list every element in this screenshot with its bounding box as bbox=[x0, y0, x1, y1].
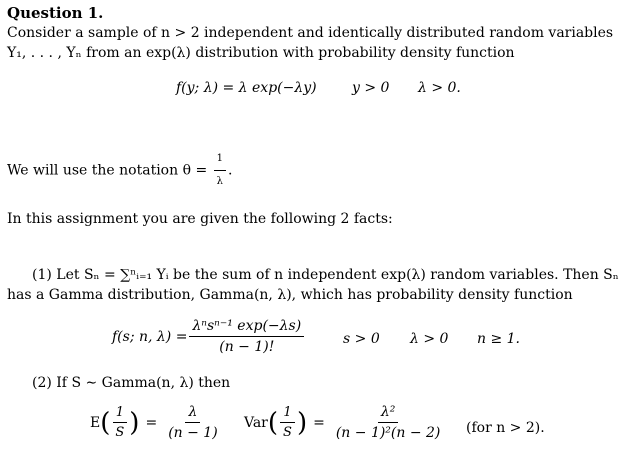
expectation-numerator: λ bbox=[185, 404, 200, 423]
gamma-pdf-denominator: (n − 1)! bbox=[219, 339, 275, 355]
left-paren-icon: ( bbox=[267, 407, 279, 438]
variance-label: Var bbox=[244, 414, 268, 431]
gamma-pdf-formula bbox=[112, 318, 306, 355]
fact-1-line-2: has a Gamma distribution, Gamma(n, λ), which has probability density function bbox=[7, 287, 573, 303]
expectation-inner-denominator: S bbox=[115, 425, 125, 440]
intro-line-1: Consider a sample of n > 2 independent and identically distributed random variables bbox=[7, 25, 614, 41]
condition-note: (for n > 2). bbox=[466, 420, 545, 436]
variance-inner-fraction bbox=[280, 405, 295, 440]
right-paren-icon: ) bbox=[129, 407, 140, 438]
notation-fraction-numerator: 1 bbox=[214, 150, 226, 171]
gamma-pdf-lhs: f(s; n, λ) = bbox=[112, 328, 188, 345]
gamma-condition-s: s > 0 bbox=[343, 331, 380, 347]
gamma-pdf-fraction bbox=[189, 318, 304, 355]
variance-numerator: λ² bbox=[378, 404, 399, 423]
question-heading: Question 1. bbox=[7, 4, 104, 22]
variance-inner-numerator: 1 bbox=[280, 405, 294, 423]
notation-line bbox=[7, 150, 232, 191]
facts-intro: In this assignment you are given the following 2 facts: bbox=[7, 211, 393, 227]
pdf-condition-y: y > 0 bbox=[352, 80, 390, 96]
fact-2-line: (2) If S ∼ Gamma(n, λ) then bbox=[32, 375, 231, 391]
expectation-label: E bbox=[90, 414, 101, 431]
fact-1-line-1: (1) Let Sₙ = ∑ⁿᵢ₌₁ Yᵢ be the sum of n independent exp(λ) random variables. Then Sₙ bbox=[32, 267, 619, 283]
notation-fraction bbox=[214, 150, 226, 191]
variance-equals: = bbox=[313, 414, 325, 431]
notation-fraction-denominator: λ bbox=[216, 176, 224, 187]
expectation-fraction bbox=[165, 404, 220, 441]
expectation-inner-fraction bbox=[112, 405, 127, 440]
variance-denominator: (n − 1)²(n − 2) bbox=[335, 425, 441, 441]
variance-inner-denominator: S bbox=[283, 425, 292, 440]
intro-line-2: Y₁, . . . , Yₙ from an exp(λ) distribution with probability density function bbox=[7, 45, 515, 61]
variance-fraction bbox=[333, 404, 444, 441]
pdf-condition-lambda: λ > 0. bbox=[418, 80, 461, 96]
gamma-pdf-numerator: λⁿsⁿ⁻¹ exp(−λs) bbox=[189, 318, 304, 337]
expectation-denominator: (n − 1) bbox=[168, 425, 218, 441]
gamma-condition-n: n ≥ 1. bbox=[477, 331, 521, 347]
gamma-condition-lambda: λ > 0 bbox=[410, 331, 449, 347]
left-paren-icon: ( bbox=[100, 407, 111, 438]
expectation-equals: = bbox=[145, 414, 158, 431]
variance-formula bbox=[244, 404, 445, 441]
notation-end: . bbox=[228, 162, 233, 179]
right-paren-icon: ) bbox=[296, 407, 308, 438]
expectation-inner-numerator: 1 bbox=[113, 405, 127, 423]
notation-text: We will use the notation θ = bbox=[7, 162, 208, 179]
pdf-formula: f(y; λ) = λ exp(−λy) bbox=[176, 80, 317, 96]
expectation-formula bbox=[90, 404, 223, 441]
